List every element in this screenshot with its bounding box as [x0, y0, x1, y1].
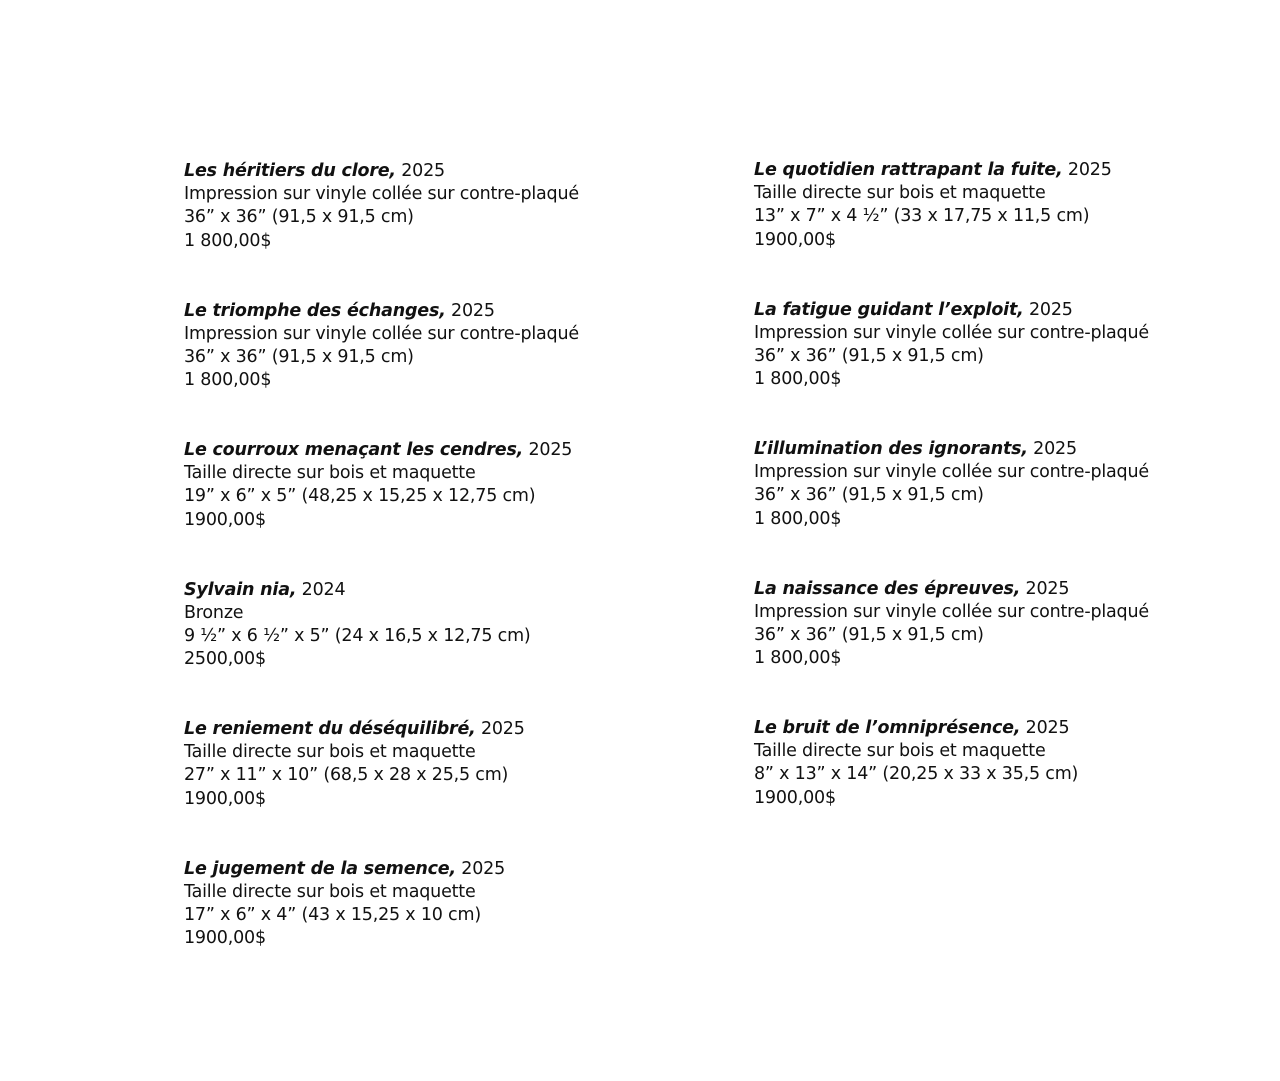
- artwork-title: Le quotidien rattrapant la fuite,: [754, 160, 1063, 180]
- artwork-price: 1900,00$: [754, 229, 836, 250]
- artwork-dimensions: 36” x 36” (91,5 x 91,5 cm): [184, 207, 414, 228]
- artwork-list-right: [754, 159, 1149, 857]
- artwork-medium: Bronze: [184, 602, 244, 623]
- artwork-year: 2025: [445, 300, 495, 321]
- artwork-entry: [754, 299, 1149, 439]
- artwork-list-left: [184, 160, 579, 997]
- artwork-medium: Impression sur vinyle collée sur contre-plaqué: [184, 323, 579, 344]
- artwork-title: Le courroux menaçant les cendres,: [184, 440, 524, 460]
- artwork-price: 1 800,00$: [754, 508, 842, 529]
- artwork-heading: [754, 438, 1149, 461]
- artwork-heading: [754, 717, 1149, 740]
- artwork-entry: [184, 718, 579, 858]
- artwork-dimensions: 19” x 6” x 5” (48,25 x 15,25 x 12,75 cm): [184, 486, 536, 507]
- artwork-title: Le reniement du déséquilibré,: [184, 719, 476, 739]
- artwork-heading: [754, 299, 1149, 322]
- artwork-dimensions: 27” x 11” x 10” (68,5 x 28 x 25,5 cm): [184, 765, 509, 786]
- artwork-entry: [184, 858, 579, 998]
- artwork-medium: Taille directe sur bois et maquette: [184, 881, 476, 902]
- artwork-medium: Impression sur vinyle collée sur contre-plaqué: [184, 184, 579, 205]
- artwork-entry: [184, 160, 579, 300]
- artwork-dimensions: 36” x 36” (91,5 x 91,5 cm): [754, 624, 984, 645]
- artwork-title: Sylvain nia,: [184, 579, 297, 600]
- artwork-price: 1900,00$: [754, 787, 836, 808]
- artwork-medium: Taille directe sur bois et maquette: [754, 741, 1046, 762]
- artwork-dimensions: 36” x 36” (91,5 x 91,5 cm): [754, 345, 984, 366]
- artwork-year: 2025: [523, 440, 573, 460]
- artwork-heading: [184, 718, 579, 741]
- artwork-year: 2025: [475, 719, 525, 739]
- artwork-price: 1 800,00$: [754, 369, 842, 390]
- artwork-entry: [754, 159, 1149, 299]
- artwork-title: La fatigue guidant l’exploit,: [754, 299, 1024, 320]
- artwork-entry: [754, 717, 1149, 857]
- artwork-dimensions: 17” x 6” x 4” (43 x 15,25 x 10 cm): [184, 904, 481, 925]
- artwork-medium: Impression sur vinyle collée sur contre-plaqué: [754, 601, 1149, 622]
- artwork-price: 1900,00$: [184, 788, 266, 809]
- artwork-medium: Impression sur vinyle collée sur contre-plaqué: [754, 322, 1149, 343]
- artwork-title: Le triomphe des échanges,: [184, 300, 446, 321]
- artwork-dimensions: 36” x 36” (91,5 x 91,5 cm): [754, 485, 984, 506]
- artwork-dimensions: 13” x 7” x 4 ½” (33 x 17,75 x 11,5 cm): [754, 206, 1090, 227]
- artwork-heading: [754, 159, 1149, 182]
- artwork-year: 2025: [1020, 718, 1070, 738]
- artwork-entry: [754, 578, 1149, 718]
- artwork-entry: [184, 579, 579, 719]
- artwork-heading: [184, 300, 579, 323]
- artwork-title: La naissance des épreuves,: [754, 578, 1021, 599]
- artwork-price: 1 800,00$: [184, 230, 272, 251]
- artwork-year: 2025: [1023, 299, 1073, 320]
- artwork-price: 2500,00$: [184, 649, 266, 670]
- artwork-title: Le jugement de la semence,: [184, 858, 456, 879]
- artwork-price: 1 800,00$: [184, 370, 272, 391]
- artwork-year: 2025: [1020, 578, 1070, 599]
- artwork-medium: Impression sur vinyle collée sur contre-plaqué: [754, 462, 1149, 483]
- artwork-medium: Taille directe sur bois et maquette: [184, 742, 476, 763]
- artwork-price: 1900,00$: [184, 509, 266, 530]
- artwork-dimensions: 36” x 36” (91,5 x 91,5 cm): [184, 346, 414, 367]
- artwork-heading: [184, 579, 579, 602]
- artwork-price: 1 800,00$: [754, 648, 842, 669]
- artwork-dimensions: 8” x 13” x 14” (20,25 x 33 x 35,5 cm): [754, 764, 1079, 785]
- artwork-medium: Taille directe sur bois et maquette: [754, 183, 1046, 204]
- artwork-year: 2024: [296, 579, 346, 600]
- artwork-dimensions: 9 ½” x 6 ½” x 5” (24 x 16,5 x 12,75 cm): [184, 625, 531, 646]
- artwork-year: 2025: [395, 161, 445, 181]
- artwork-entry: [184, 439, 579, 579]
- artwork-title: L’illumination des ignorants,: [754, 439, 1028, 459]
- artwork-title: Le bruit de l’omniprésence,: [754, 718, 1021, 738]
- artwork-heading: [184, 160, 579, 183]
- artwork-heading: [184, 439, 579, 462]
- artwork-entry: [184, 300, 579, 440]
- artwork-heading: [184, 858, 579, 881]
- artwork-price: 1900,00$: [184, 928, 266, 949]
- artwork-medium: Taille directe sur bois et maquette: [184, 463, 476, 484]
- artwork-year: 2025: [1027, 439, 1077, 459]
- artwork-heading: [754, 578, 1149, 601]
- artwork-year: 2025: [455, 858, 506, 879]
- artwork-year: 2025: [1062, 160, 1112, 180]
- artwork-entry: [754, 438, 1149, 578]
- artwork-title: Les héritiers du clore,: [184, 161, 396, 181]
